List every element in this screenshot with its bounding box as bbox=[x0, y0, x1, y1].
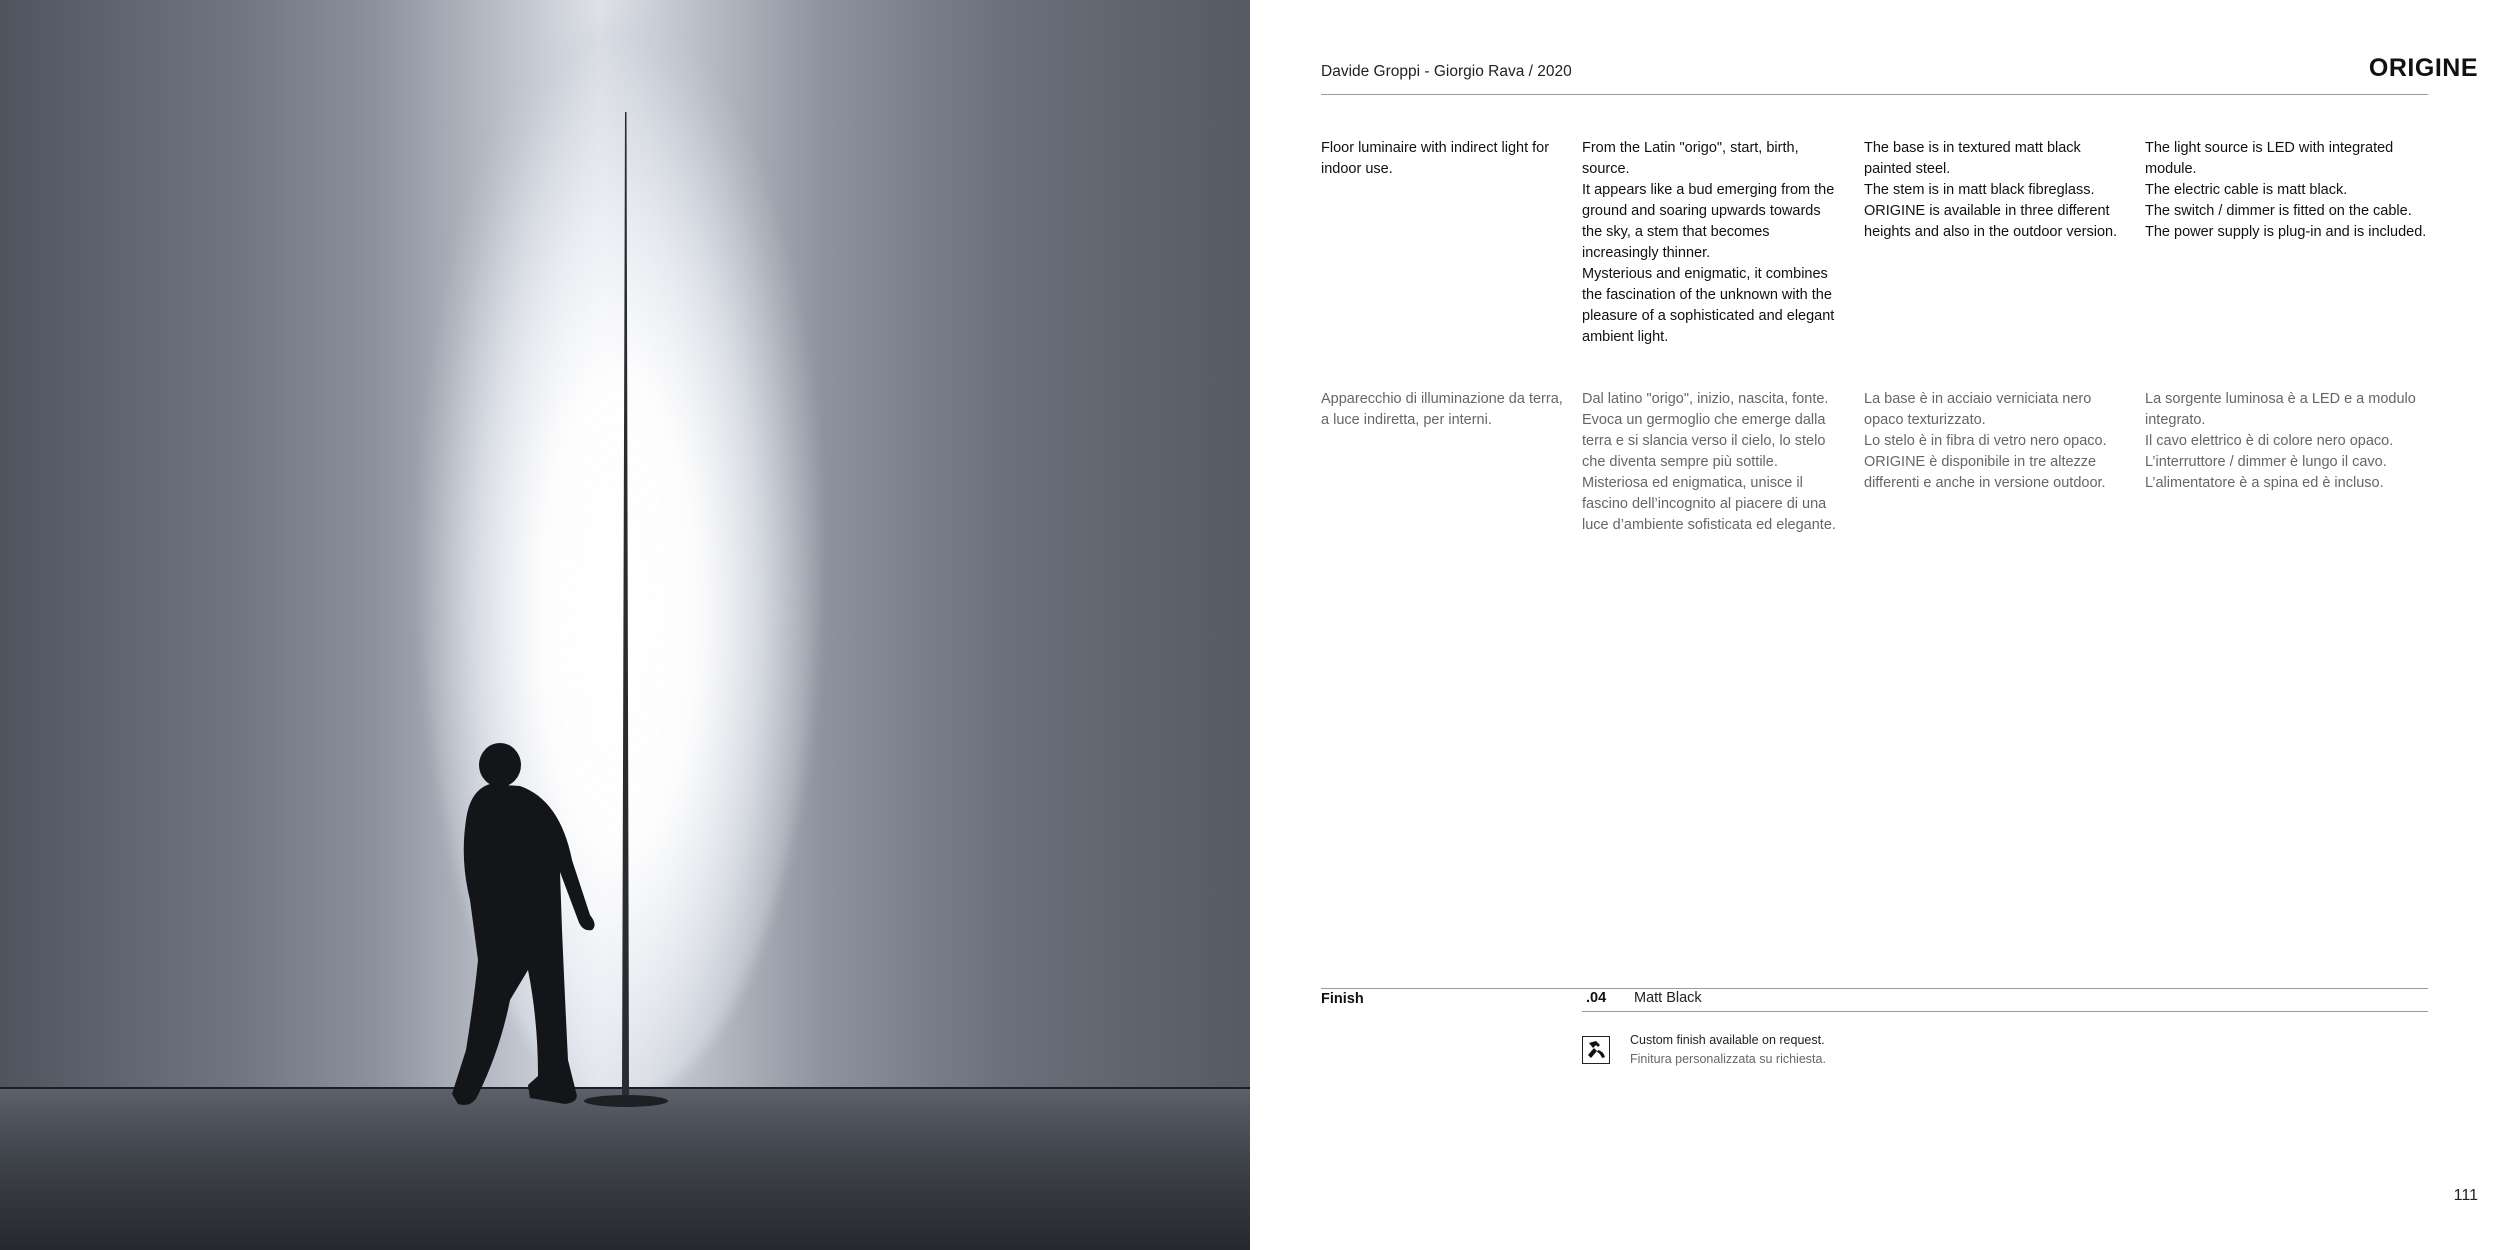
description-it-col-4 bbox=[2145, 389, 2430, 494]
lamp-stem bbox=[622, 112, 629, 1095]
description-paragraph: Evoca un germoglio che emerge dalla terra e si slancia verso il cielo, lo stelo che diventa sempre più sottile. bbox=[1582, 412, 1826, 470]
finish-divider-top bbox=[1321, 988, 2428, 989]
description-en-col-1 bbox=[1321, 138, 1566, 180]
description-en-col-2 bbox=[1582, 138, 1842, 348]
description-paragraph: The switch / dimmer is fitted on the cable. bbox=[2145, 203, 2412, 219]
description-paragraph: Il cavo elettrico è di colore nero opaco. bbox=[2145, 433, 2394, 449]
description-en-col-3 bbox=[1864, 138, 2124, 243]
description-paragraph: L’interruttore / dimmer è lungo il cavo. bbox=[2145, 454, 2387, 470]
description-paragraph: The stem is in matt black fibreglass. bbox=[1864, 182, 2095, 198]
description-paragraph: ORIGINE is available in three different heights and also in the outdoor version. bbox=[1864, 203, 2118, 240]
description-paragraph: The light source is LED with integrated module. bbox=[2145, 140, 2394, 177]
description-it-col-1 bbox=[1321, 389, 1566, 431]
product-title: ORIGINE bbox=[2368, 54, 2478, 82]
description-paragraph: La base è in acciaio verniciata nero opaco texturizzato. bbox=[1864, 391, 2092, 428]
description-paragraph: Apparecchio di illuminazione da terra, a luce indiretta, per interni. bbox=[1321, 391, 1563, 428]
description-paragraph: Mysterious and enigmatic, it combines the fascination of the unknown with the pleasure of a sophisticated and elegant ambient light. bbox=[1582, 266, 1835, 345]
description-paragraph: The electric cable is matt black. bbox=[2145, 182, 2348, 198]
finish-name: Matt Black bbox=[1634, 990, 1702, 1006]
finish-code: .04 bbox=[1586, 990, 1607, 1006]
custom-finish-note-it: Finitura personalizzata su richiesta. bbox=[1630, 1052, 1826, 1066]
description-en-col-4 bbox=[2145, 138, 2430, 243]
description-paragraph: Misteriosa ed enigmatica, unisce il fascino dell’incognito al piacere di una luce d’ambiente sofisticata ed elegante. bbox=[1582, 475, 1836, 533]
text-page bbox=[1250, 0, 2500, 1250]
designer-credit: Davide Groppi - Giorgio Rava / 2020 bbox=[1321, 63, 1572, 80]
description-paragraph: The base is in textured matt black painted steel. bbox=[1864, 140, 2081, 177]
person-silhouette bbox=[452, 743, 595, 1105]
description-paragraph: Lo stelo è in fibra di vetro nero opaco. bbox=[1864, 433, 2107, 449]
description-paragraph: It appears like a bud emerging from the ground and soaring upwards towards the sky, a stem that becomes increasingly thinner. bbox=[1582, 182, 1835, 261]
custom-finish-note-en: Custom finish available on request. bbox=[1630, 1033, 1825, 1047]
description-it-col-3 bbox=[1864, 389, 2124, 494]
description-paragraph: ORIGINE è disponibile in tre altezze differenti e anche in versione outdoor. bbox=[1864, 454, 2106, 491]
header-divider bbox=[1321, 94, 2428, 95]
description-it-col-2 bbox=[1582, 389, 1842, 536]
description-paragraph: La sorgente luminosa è a LED e a modulo integrato. bbox=[2145, 391, 2416, 428]
description-paragraph: Floor luminaire with indirect light for indoor use. bbox=[1321, 140, 1550, 177]
lamp-base bbox=[584, 1095, 668, 1107]
description-paragraph: L’alimentatore è a spina ed è incluso. bbox=[2145, 475, 2384, 491]
description-paragraph: Dal latino "origo", inizio, nascita, fonte. bbox=[1582, 391, 1829, 407]
description-paragraph: The power supply is plug-in and is included. bbox=[2145, 224, 2427, 240]
paint-hammer-icon bbox=[1582, 1036, 1610, 1064]
description-paragraph: From the Latin "origo", start, birth, source. bbox=[1582, 140, 1799, 177]
finish-label: Finish bbox=[1321, 991, 1364, 1007]
finish-divider-bottom bbox=[1582, 1011, 2428, 1012]
page-number: 111 bbox=[2453, 1187, 2478, 1204]
